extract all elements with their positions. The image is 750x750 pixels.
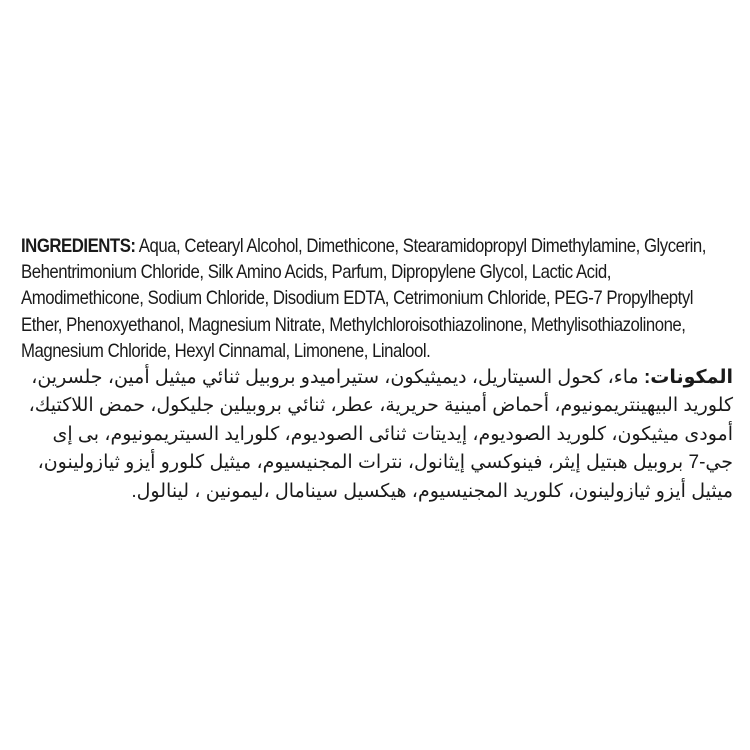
ingredients-english-list: Aqua, Cetearyl Alcohol, Dimethicone, Stearamidopropyl Dimethylamine, Glycerin, Behentrimonium Chloride, Silk Amino Acids, Parfum, Dipropylene Glycol, Lactic Acid, Amodimethicone, Sodium Chloride, Disodium EDTA, Cetrimonium Chloride, PEG-7 Propylheptyl Ether, Phenoxyethanol, Magnesium Nitrate, Methylchloroisothiazolinone, Methylisothiazolinone, Magnesium Chloride, Hexyl Cinnamal, Limonene, Linalool. bbox=[21, 235, 706, 362]
ingredients-arabic-list: ماء، كحول السيتاريل، ديميثيكون، ستيراميدو بروبيل ثنائي ميثيل أمين، جلسرين، كلوريد البيهينتريمونيوم، أحماض أمينية حريرية، عطر، ثنائي بروبيلين جليكول، حمض اللاكتيك، أمودى ميثيكون، كلوريد الصوديوم، إيديتات ثنائى الصوديوم، كلورايد السيتريمونيوم، بى إى جي-7 بروبيل هبتيل إيثر، فينوكسي إيثانول، نترات المجنيسيوم، ميثيل كلورو أيزو ثيازولينون، ميثيل أيزو ثيازولينون، كلوريد المجنيسيوم، هيكسيل سينامال ،ليمونين ، لينالول. bbox=[28, 367, 733, 502]
ingredients-arabic bbox=[21, 364, 733, 506]
ingredients-english bbox=[21, 233, 733, 364]
ingredients-label bbox=[21, 233, 733, 506]
ingredients-arabic-heading: المكونات: bbox=[643, 367, 733, 389]
ingredients-english-heading: INGREDIENTS: bbox=[21, 235, 136, 257]
